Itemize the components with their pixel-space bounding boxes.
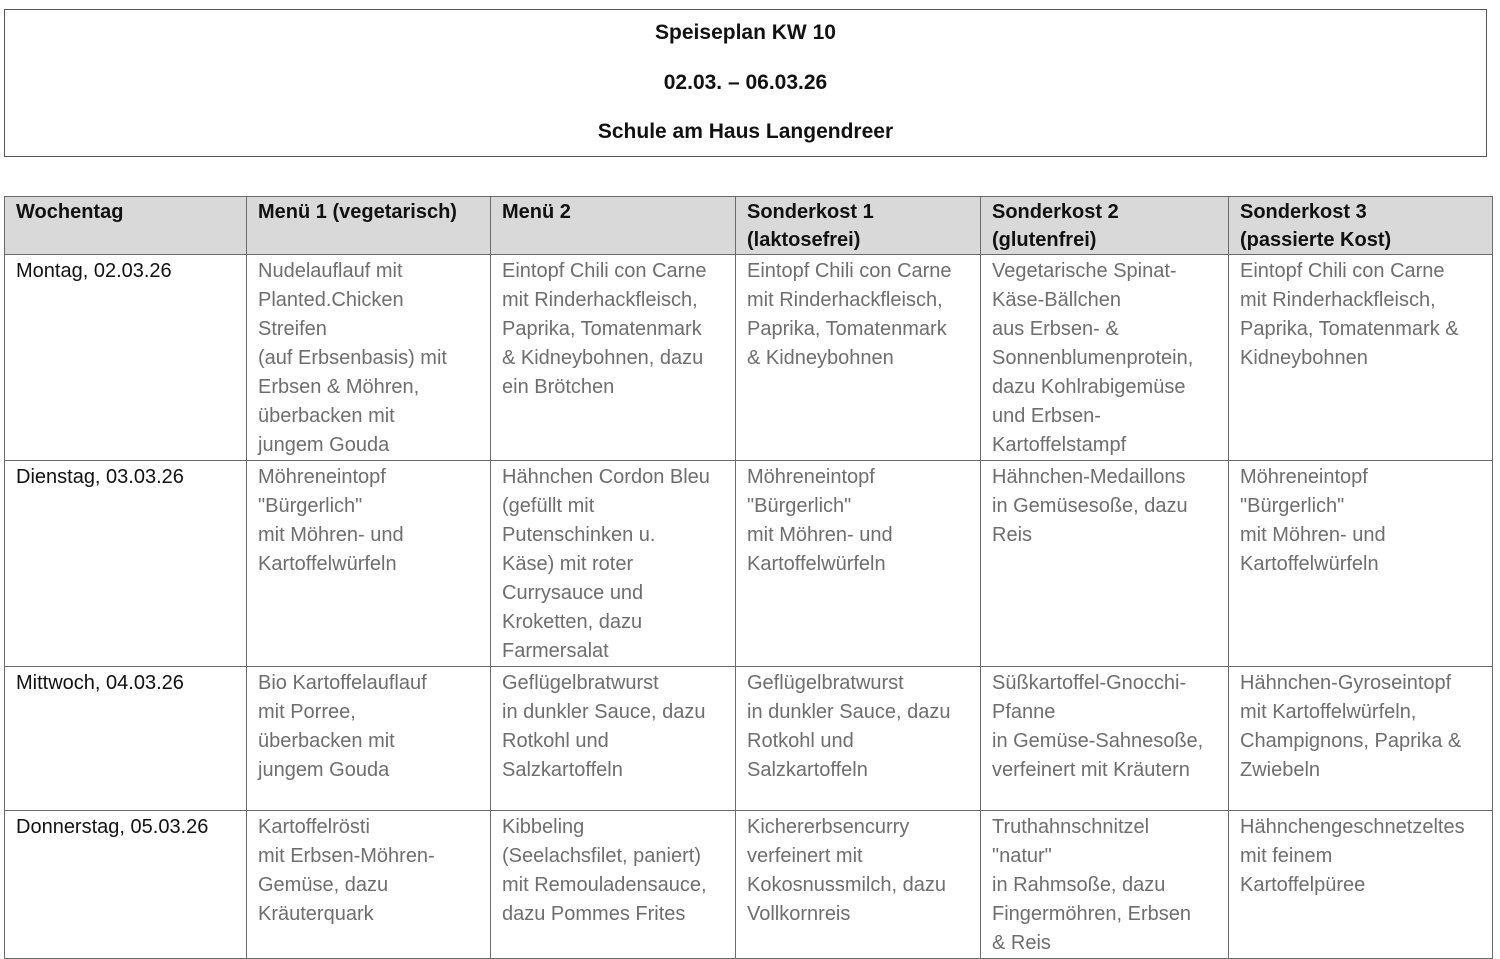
dish-cell: Geflügelbratwurst in dunkler Sauce, dazu Rotkohl und Salzkartoffeln bbox=[491, 667, 736, 811]
dish-cell: Hähnchen-Gyroseintopf mit Kartoffelwürfeln, Champignons, Paprika & Zwiebeln bbox=[1229, 667, 1493, 811]
menu-table bbox=[4, 196, 1493, 959]
table-header-row bbox=[5, 197, 1493, 255]
dish-cell: Eintopf Chili con Carne mit Rinderhackfleisch, Paprika, Tomatenmark & Kidneybohnen bbox=[1229, 255, 1493, 461]
dish-cell: Süßkartoffel-Gnocchi- Pfanne in Gemüse-Sahnesoße, verfeinert mit Kräutern bbox=[981, 667, 1229, 811]
column-header-weekday: Wochentag bbox=[5, 197, 247, 255]
table-row bbox=[5, 461, 1493, 667]
dish-cell: Truthahnschnitzel "natur" in Rahmsoße, dazu Fingermöhren, Erbsen & Reis bbox=[981, 811, 1229, 959]
dish-cell: Hähnchengeschnetzeltes mit feinem Kartoffelpüree bbox=[1229, 811, 1493, 959]
column-header-menu-2: Menü 2 bbox=[491, 197, 736, 255]
dish-cell: Bio Kartoffelauflauf mit Porree, überbacken mit jungem Gouda bbox=[247, 667, 491, 811]
column-header-special-diet-3: Sonderkost 3 (passierte Kost) bbox=[1229, 197, 1493, 255]
dish-cell: Kartoffelrösti mit Erbsen-Möhren- Gemüse, dazu Kräuterquark bbox=[247, 811, 491, 959]
weekday-cell: Montag, 02.03.26 bbox=[5, 255, 247, 461]
dish-cell: Hähnchen Cordon Bleu (gefüllt mit Putenschinken u. Käse) mit roter Currysauce und Kroketten, dazu Farmersalat bbox=[491, 461, 736, 667]
page-title: Speiseplan KW 10 bbox=[655, 21, 836, 44]
dish-cell: Kichererbsencurry verfeinert mit Kokosnussmilch, dazu Vollkornreis bbox=[736, 811, 981, 959]
dish-cell: Eintopf Chili con Carne mit Rinderhackfleisch, Paprika, Tomatenmark & Kidneybohnen bbox=[736, 255, 981, 461]
menu-plan-header bbox=[4, 9, 1487, 157]
date-range: 02.03. – 06.03.26 bbox=[663, 71, 828, 94]
table-row bbox=[5, 255, 1493, 461]
dish-cell: Möhreneintopf "Bürgerlich" mit Möhren- und Kartoffelwürfeln bbox=[736, 461, 981, 667]
dish-cell: Nudelauflauf mit Planted.Chicken Streifen (auf Erbsenbasis) mit Erbsen & Möhren, überbacken mit jungem Gouda bbox=[247, 255, 491, 461]
dish-cell: Hähnchen-Medaillons in Gemüsesoße, dazu Reis bbox=[981, 461, 1229, 667]
school-name: Schule am Haus Langendreer bbox=[597, 120, 894, 143]
dish-cell: Eintopf Chili con Carne mit Rinderhackfleisch, Paprika, Tomatenmark & Kidneybohnen, dazu ein Brötchen bbox=[491, 255, 736, 461]
dish-cell: Möhreneintopf "Bürgerlich" mit Möhren- und Kartoffelwürfeln bbox=[247, 461, 491, 667]
column-header-special-diet-2: Sonderkost 2 (glutenfrei) bbox=[981, 197, 1229, 255]
table-row bbox=[5, 667, 1493, 811]
column-header-menu-1: Menü 1 (vegetarisch) bbox=[247, 197, 491, 255]
weekday-cell: Mittwoch, 04.03.26 bbox=[5, 667, 247, 811]
dish-cell: Möhreneintopf "Bürgerlich" mit Möhren- und Kartoffelwürfeln bbox=[1229, 461, 1493, 667]
table-row bbox=[5, 811, 1493, 959]
weekday-cell: Donnerstag, 05.03.26 bbox=[5, 811, 247, 959]
weekday-cell: Dienstag, 03.03.26 bbox=[5, 461, 247, 667]
dish-cell: Kibbeling (Seelachsfilet, paniert) mit Remouladensauce, dazu Pommes Frites bbox=[491, 811, 736, 959]
dish-cell: Geflügelbratwurst in dunkler Sauce, dazu Rotkohl und Salzkartoffeln bbox=[736, 667, 981, 811]
dish-cell: Vegetarische Spinat- Käse-Bällchen aus Erbsen- & Sonnenblumenprotein, dazu Kohlrabigemüse und Erbsen- Kartoffelstampf bbox=[981, 255, 1229, 461]
column-header-special-diet-1: Sonderkost 1 (laktosefrei) bbox=[736, 197, 981, 255]
